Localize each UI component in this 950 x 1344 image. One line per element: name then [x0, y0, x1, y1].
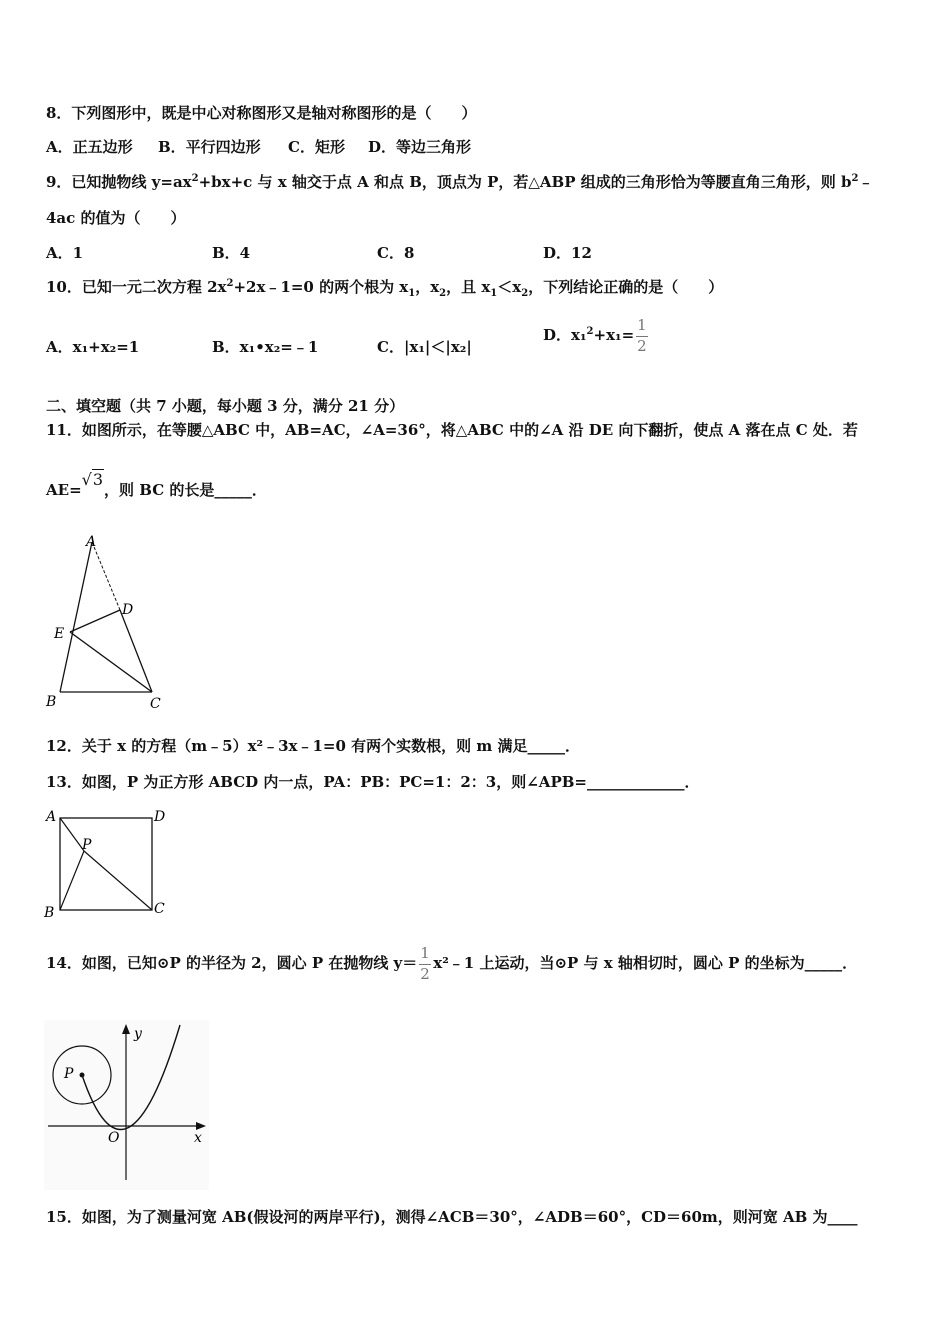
q10-option-a: A．x₁+x₂=1 [46, 338, 140, 356]
q9-option-d: D．12 [543, 244, 592, 262]
label-c: C [154, 901, 165, 917]
label-b: B [46, 694, 57, 710]
section-2-heading: 二、填空题（共 7 小题，每小题 3 分，满分 21 分） [46, 397, 405, 415]
q10-stem: 10．已知一元二次方程 $2x^2+2x﹣1=0$ 的两个根为 $x_1$，$x_2$，且 $x_1<x_2$，下列结论正确的是（ ） [46, 278, 724, 299]
label-a: A [46, 809, 57, 825]
q9-stem-line2: 4ac 的值为（ ） [46, 209, 186, 227]
sqrt-three: √3 [81, 470, 104, 489]
q15-stem: 15．如图，为了测量河宽 AB(假设河的两岸平行)，测得∠ACB＝30°，∠ADB＝60°，CD＝60m，则河宽 AB 为____ [46, 1208, 858, 1226]
q8-stem: 8．下列图形中，既是中心对称图形又是轴对称图形的是（ ） [46, 104, 477, 122]
q11-answer-line: AE=√3，则 BC 的长是_____． [46, 470, 267, 499]
axis-label-y: y [134, 1026, 142, 1042]
q10-option-b: B．x₁•x₂=﹣1 [212, 338, 319, 356]
label-e: E [54, 626, 65, 642]
q14-parabola-figure [44, 1020, 209, 1190]
q8-option-a: A．正五边形 [46, 138, 133, 156]
label-a: A [86, 534, 97, 550]
q11-stem: 11．如图所示，在等腰△ABC 中，AB=AC，∠A=36°，将△ABC 中的∠A 沿 DE 向下翻折，使点 A 落在点 C 处．若 [46, 421, 858, 439]
q14-stem: 14．如图，已知⊙P 的半径为 2，圆心 P 在抛物线 y＝ $\frac{1}{2}$ x²﹣1 上运动，当⊙P 与 x 轴相切时，圆心 P 的坐标为_____． [46, 944, 858, 983]
label-c: C [150, 696, 161, 712]
q10-option-c: C．|x₁|＜|x₂| [377, 338, 472, 356]
q13-square-figure [40, 805, 180, 920]
q8-option-c: C．矩形 [288, 138, 345, 156]
q10-option-d: D．x₁$^2$+x₁= $\frac{1}{2}$ [543, 316, 647, 355]
q9-option-a: A．1 [46, 244, 84, 262]
q11-triangle-figure [40, 530, 180, 715]
label-d: D [154, 809, 166, 825]
label-b: B [44, 905, 55, 920]
label-p: P [64, 1066, 74, 1082]
q9-stem: 9．已知抛物线 $y=ax^2+bx+c$ 与 x 轴交于点 A 和点 B，顶点为 P，若△ABP 组成的三角形恰为等腰直角三角形，则 $b^2﹣$ [46, 173, 874, 191]
label-origin: O [108, 1130, 120, 1146]
label-p: P [82, 837, 92, 853]
q8-option-d: D．等边三角形 [368, 138, 472, 156]
q10-fraction-half: $\frac{1}{2}$ [637, 316, 647, 355]
q13-stem: 13．如图，P 为正方形 ABCD 内一点，PA：PB：PC=1：2：3，则∠APB=_____________． [46, 773, 700, 791]
q12-stem: 12．关于 x 的方程（m﹣5）x²﹣3x﹣1=0 有两个实数根，则 m 满足_____． [46, 737, 580, 755]
q9-option-c: C．8 [377, 244, 415, 262]
q9-option-b: B．4 [212, 244, 251, 262]
axis-label-x: x [194, 1130, 202, 1146]
q14-fraction-half: $\frac{1}{2}$ [420, 944, 430, 983]
label-d: D [122, 602, 134, 618]
q8-option-b: B．平行四边形 [158, 138, 261, 156]
